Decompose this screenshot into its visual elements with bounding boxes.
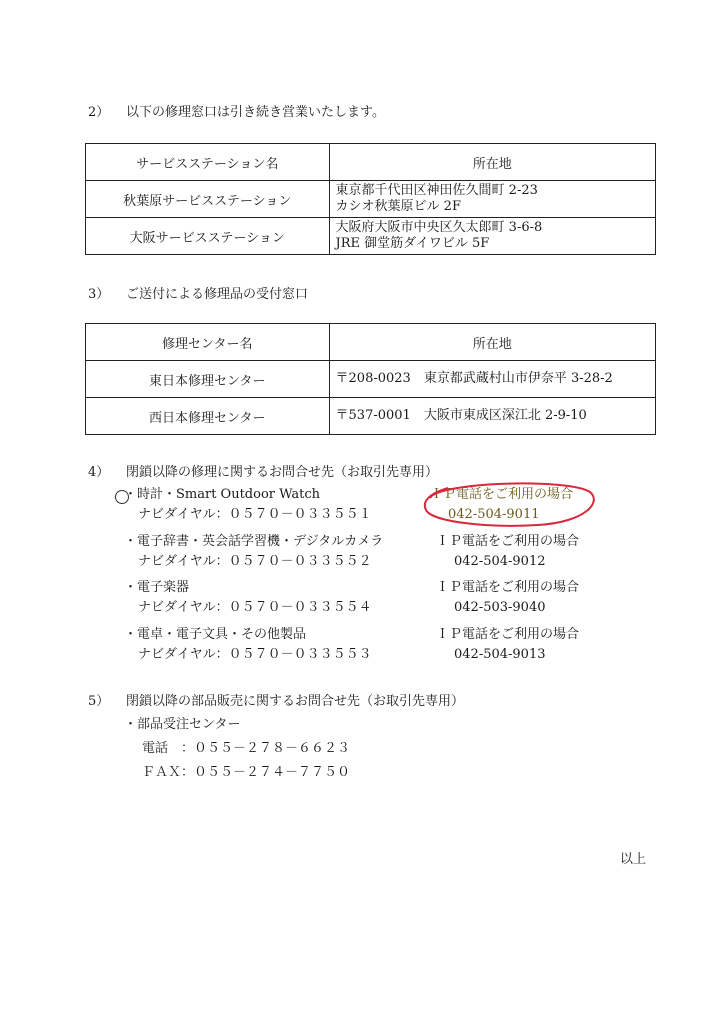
repair-center-table [85, 323, 656, 435]
station-name: 秋葉原サービスステーション [86, 181, 330, 218]
table-row [86, 181, 656, 218]
table-header-row [86, 144, 656, 181]
navi-dial-number: ナビダイヤル：０５７０－０３３５５４ [138, 600, 372, 615]
ip-phone-label: ＩＰ電話をご利用の場合 [436, 627, 580, 642]
navi-dial-number: ナビダイヤル：０５７０－０３３５５１ [138, 507, 372, 522]
section4-title: 閉鎖以降の修理に関するお問合せ先（お取引先専用） [126, 465, 439, 480]
ip-phone-label: ＩＰ電話をご利用の場合 [436, 580, 580, 595]
table-row [86, 361, 656, 398]
section3-number: 3） [88, 287, 110, 302]
station-name: 大阪サービスステーション [86, 218, 330, 255]
navi-dial-number: ナビダイヤル：０５７０－０３３５５３ [138, 647, 372, 662]
ip-phone-calculator [436, 625, 579, 665]
section2-title: 以下の修理窓口は引き続き営業いたします。 [126, 105, 385, 120]
section5-title: 閉鎖以降の部品販売に関するお問合せ先（お取引先専用） [126, 694, 465, 709]
center-address: 〒208-0023 東京都武蔵村山市伊奈平 3-28-2 [329, 361, 655, 398]
ip-phone-number: 042-504-9012 [454, 554, 546, 569]
contact-category: ・電卓・電子文具・その他製品 [124, 627, 307, 642]
header-address: 所在地 [329, 144, 655, 181]
section3-title: ご送付による修理品の受付窓口 [126, 287, 309, 302]
parts-center-fax: ＦＡＸ：０５５－２７４－７７５０ [142, 765, 351, 780]
section5-number: 5） [88, 694, 110, 709]
station-address [329, 218, 655, 255]
address-line: カシオ秋葉原ビル 2F [335, 199, 461, 214]
contact-item-calculator [124, 625, 372, 665]
section2-number: 2） [88, 105, 110, 120]
ip-phone-dictionary [436, 532, 579, 572]
center-address: 〒537-0001 大阪市東成区深江北 2-9-10 [329, 398, 655, 435]
closing-mark: 以上 [620, 852, 647, 867]
address-line: JRE 御堂筋ダイワビル 5F [335, 236, 490, 251]
parts-center-name: ・部品受注センター [124, 717, 241, 732]
section4-number: 4） [88, 465, 110, 480]
center-name: 西日本修理センター [86, 398, 330, 435]
ip-phone-label: ＩＰ電話をご利用の場合 [430, 487, 574, 502]
header-station-name: サービスステーション名 [86, 144, 330, 181]
service-station-table [85, 143, 656, 255]
ip-phone-number: 042-503-9040 [454, 600, 546, 615]
contact-category: ・時計・Smart Outdoor Watch [124, 487, 320, 502]
ip-phone-number: 042-504-9013 [454, 647, 546, 662]
contact-category: ・電子辞書・英会話学習機・デジタルカメラ [124, 534, 384, 549]
red-handwritten-ellipse [418, 476, 600, 530]
table-row [86, 398, 656, 435]
header-address: 所在地 [329, 324, 655, 361]
navi-dial-number: ナビダイヤル：０５７０－０３３５５２ [138, 554, 372, 569]
contact-item-instrument [124, 578, 372, 618]
address-line: 大阪府大阪市中央区久太郎町 3-6-8 [335, 220, 543, 235]
contact-item-dictionary [124, 532, 383, 572]
table-row [86, 218, 656, 255]
contact-item-watch [124, 485, 372, 525]
ip-phone-label: ＩＰ電話をご利用の場合 [436, 534, 580, 549]
contact-category: ・電子楽器 [124, 580, 190, 595]
ip-phone-number: 042-504-9011 [448, 507, 540, 522]
table-header-row [86, 324, 656, 361]
address-line: 東京都千代田区神田佐久間町 2-23 [335, 183, 538, 198]
center-name: 東日本修理センター [86, 361, 330, 398]
parts-center-tel: 電話 ：０５５－２７８－６６２３ [142, 741, 351, 756]
station-address [329, 181, 655, 218]
header-center-name: 修理センター名 [86, 324, 330, 361]
ip-phone-instrument [436, 578, 579, 618]
